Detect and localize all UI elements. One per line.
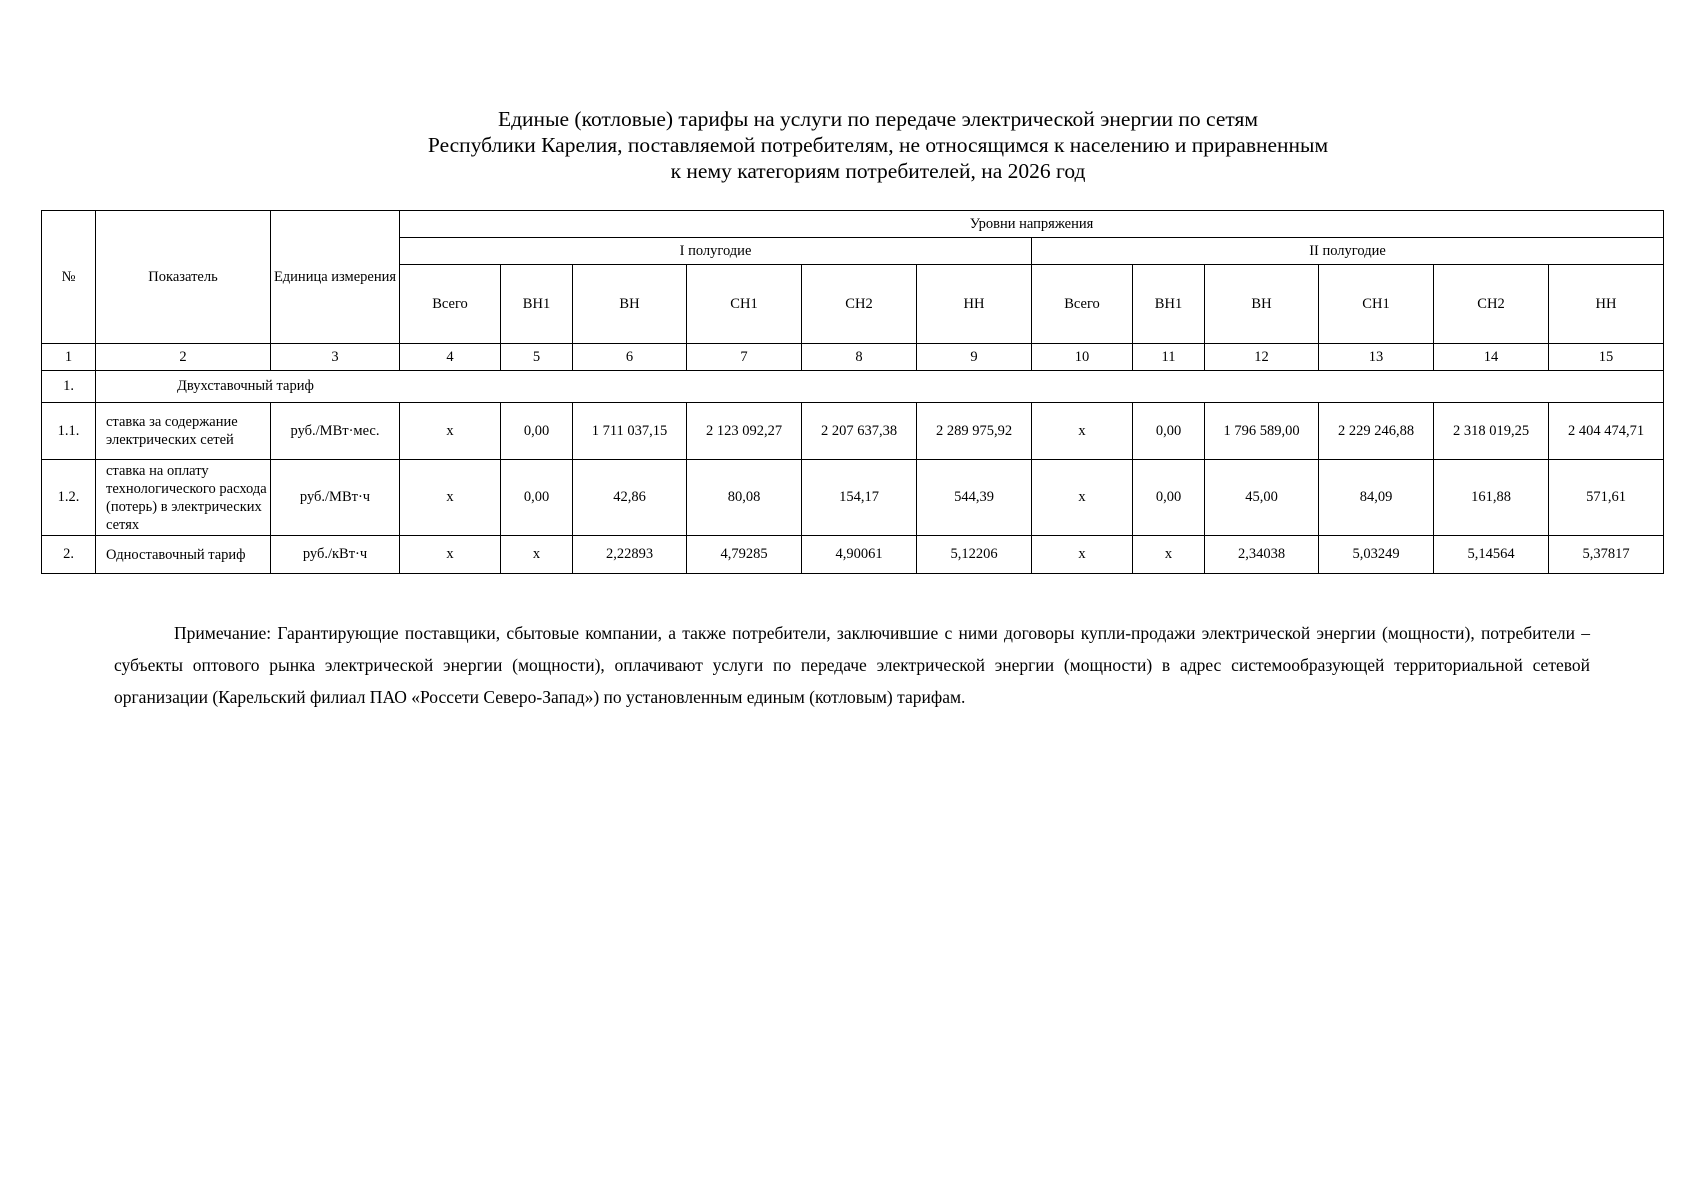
table-row [42,403,1664,460]
row-value: 2 229 246,88 [1319,403,1434,460]
column-number: 15 [1549,344,1664,371]
column-number-row [42,344,1664,371]
header-voltage-levels: Уровни напряжения [400,211,1664,238]
column-number: 4 [400,344,501,371]
column-number: 12 [1205,344,1319,371]
level-header: Всего [400,265,501,344]
row-value: 2 318 019,25 [1434,403,1549,460]
row-value: 5,37817 [1549,536,1664,574]
table-row [42,536,1664,574]
row-value: х [400,536,501,574]
document-title [0,106,1696,184]
column-number: 14 [1434,344,1549,371]
row-indicator: ставка на оплату технологического расхода (потерь) в электрических сетях [96,460,271,536]
column-number: 9 [917,344,1032,371]
column-number: 6 [573,344,687,371]
tariff-table [41,210,1664,574]
row-value: 1 796 589,00 [1205,403,1319,460]
title-line-1: Единые (котловые) тарифы на услуги по передаче электрической энергии по сетям [497,107,1258,131]
row-value: 4,90061 [802,536,917,574]
row-value: 45,00 [1205,460,1319,536]
header-half-1: I полугодие [400,238,1032,265]
row-value: 154,17 [802,460,917,536]
row-value: 5,12206 [917,536,1032,574]
row-value: х [1032,403,1133,460]
row-value: 544,39 [917,460,1032,536]
level-header: ВН1 [1133,265,1205,344]
level-header: НН [1549,265,1664,344]
row-value: 2,34038 [1205,536,1319,574]
row-value: 42,86 [573,460,687,536]
column-number: 13 [1319,344,1434,371]
row-indicator: ставка за содержание электрических сетей [96,403,271,460]
level-header: ВН [573,265,687,344]
column-number: 11 [1133,344,1205,371]
level-header: Всего [1032,265,1133,344]
level-header: ВН [1205,265,1319,344]
row-value: 2 123 092,27 [687,403,802,460]
title-line-2: Республики Карелия, поставляемой потребителям, не относящимся к населению и приравненным [427,133,1329,157]
section-label: Двухставочный тариф [96,371,1664,403]
column-number: 1 [42,344,96,371]
level-header: СН2 [802,265,917,344]
section-row-two-rate [42,371,1664,403]
row-value: 0,00 [1133,460,1205,536]
row-value: 0,00 [1133,403,1205,460]
row-value: 5,14564 [1434,536,1549,574]
row-value: х [1032,536,1133,574]
column-number: 8 [802,344,917,371]
row-indicator: Одноставочный тариф [96,536,271,574]
row-value: 80,08 [687,460,802,536]
row-unit: руб./кВт·ч [271,536,400,574]
column-number: 5 [501,344,573,371]
header-no: № [42,211,96,344]
row-value: х [501,536,573,574]
row-value: 2 404 474,71 [1549,403,1664,460]
row-no: 1.1. [42,403,96,460]
level-header: СН1 [1319,265,1434,344]
level-header: НН [917,265,1032,344]
row-value: 2 289 975,92 [917,403,1032,460]
header-unit: Единица измерения [271,211,400,344]
row-value: х [1133,536,1205,574]
note-paragraph [114,617,1590,713]
column-number: 7 [687,344,802,371]
row-value: 571,61 [1549,460,1664,536]
row-value: 4,79285 [687,536,802,574]
table-row [42,460,1664,536]
column-number: 10 [1032,344,1133,371]
row-value: 1 711 037,15 [573,403,687,460]
row-value: х [400,460,501,536]
row-no: 2. [42,536,96,574]
header-row-voltage [42,211,1664,238]
level-header: СН1 [687,265,802,344]
row-value: 5,03249 [1319,536,1434,574]
row-value: 0,00 [501,460,573,536]
column-number: 3 [271,344,400,371]
row-value: х [1032,460,1133,536]
level-header: СН2 [1434,265,1549,344]
header-indicator: Показатель [96,211,271,344]
row-value: 161,88 [1434,460,1549,536]
row-value: 84,09 [1319,460,1434,536]
header-half-2: II полугодие [1032,238,1664,265]
title-line-3: к нему категориям потребителей, на 2026 год [670,159,1086,183]
row-value: 0,00 [501,403,573,460]
row-no: 1.2. [42,460,96,536]
level-header: ВН1 [501,265,573,344]
row-value: х [400,403,501,460]
section-no: 1. [42,371,96,403]
row-unit: руб./МВт·мес. [271,403,400,460]
row-unit: руб./МВт·ч [271,460,400,536]
column-number: 2 [96,344,271,371]
row-value: 2 207 637,38 [802,403,917,460]
note-text: Примечание: Гарантирующие поставщики, сбытовые компании, а также потребители, заключившие с ними договоры купли-продажи электрической энергии (мощности), потребители – субъекты оптового рынка электрической энергии (мощности), оплачивают услуги по передаче электрической энергии (мощности) в адрес системообразующей территориальной сетевой организации (Карельский филиал ПАО «Россети Северо-Запад») по установленным единым (котловым) тарифам. [114,623,1590,707]
row-value: 2,22893 [573,536,687,574]
